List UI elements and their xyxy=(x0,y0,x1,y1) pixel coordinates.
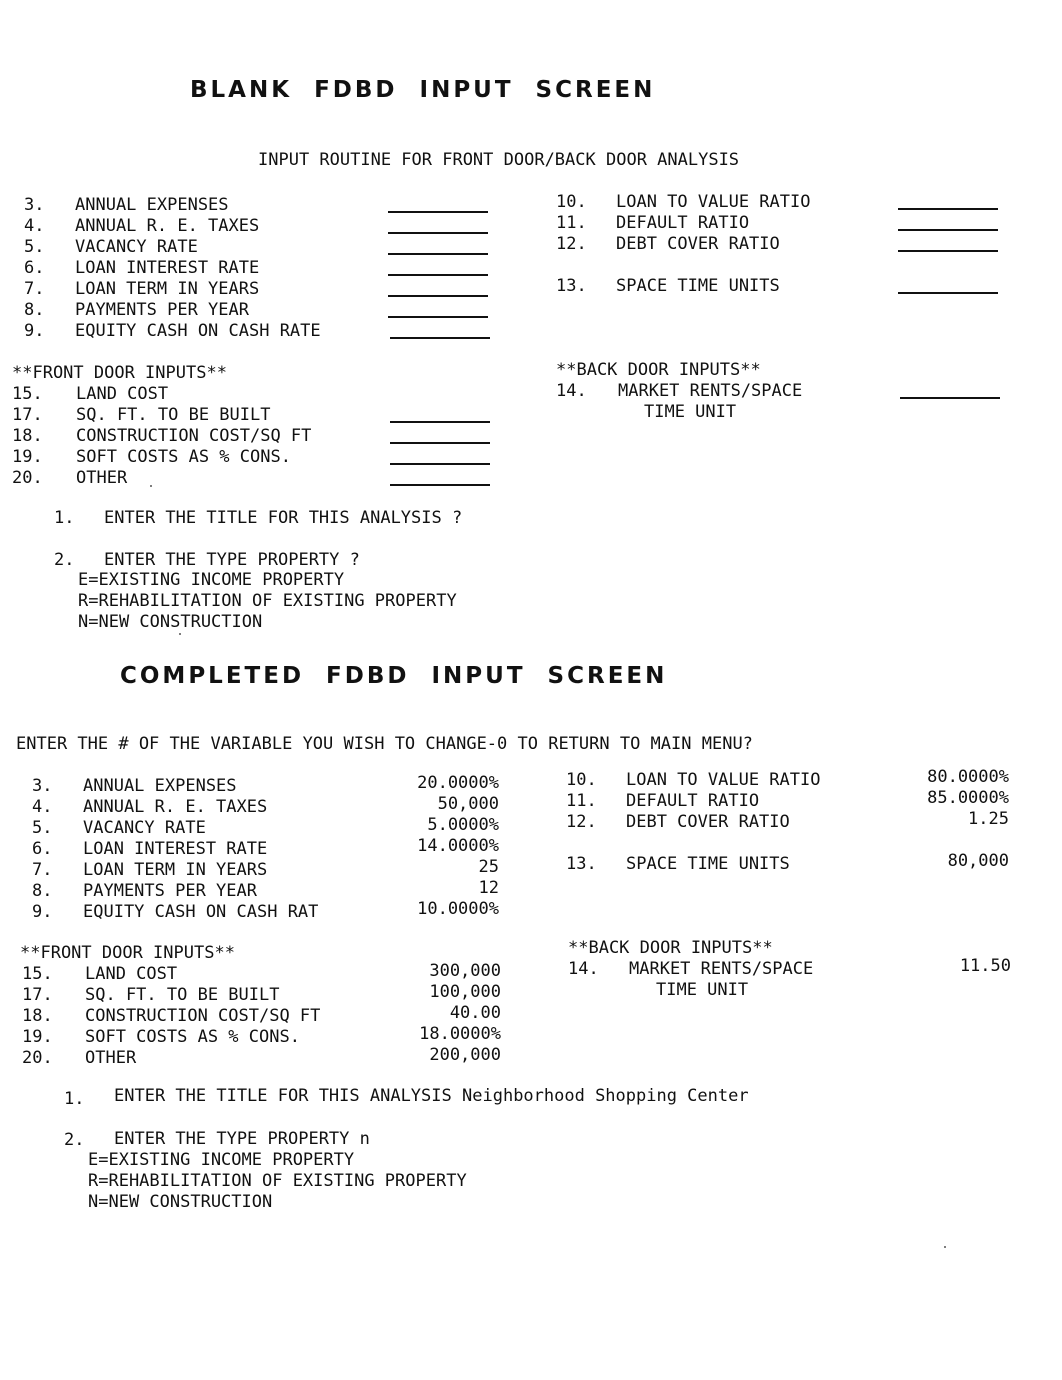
blank-input-field[interactable] xyxy=(390,410,490,423)
item-label: DEFAULT RATIO xyxy=(616,213,750,233)
item-label: MARKET RENTS/SPACE xyxy=(618,381,803,401)
item-label: EQUITY CASH ON CASH RAT xyxy=(83,902,319,922)
option-rehabilitation: R=REHABILITATION OF EXISTING PROPERTY xyxy=(78,591,457,611)
item-value: 11.50 xyxy=(959,956,1011,976)
item-label: DEFAULT RATIO xyxy=(626,791,760,811)
blank-input-field[interactable] xyxy=(388,284,488,297)
question-number: 1. xyxy=(64,1089,85,1109)
item-value: 20.0000% xyxy=(417,773,499,793)
item-value: 14.0000% xyxy=(417,836,499,856)
item-label: ANNUAL R. E. TAXES xyxy=(83,797,268,817)
option-rehabilitation: R=REHABILITATION OF EXISTING PROPERTY xyxy=(88,1171,467,1191)
item-label: VACANCY RATE xyxy=(75,237,198,257)
item-value: 10.0000% xyxy=(417,899,499,919)
blank-input-field[interactable] xyxy=(390,431,490,444)
scan-speck xyxy=(150,485,152,487)
option-existing: E=EXISTING INCOME PROPERTY xyxy=(88,1150,355,1170)
blank-screen-heading: BLANK FDBD INPUT SCREEN xyxy=(190,77,656,103)
option-new-construction: N=NEW CONSTRUCTION xyxy=(78,612,263,632)
item-label: DEBT COVER RATIO xyxy=(616,234,780,254)
blank-input-field[interactable] xyxy=(898,197,998,210)
item-label: OTHER xyxy=(85,1048,137,1068)
item-value: 18.0000% xyxy=(419,1024,501,1044)
item-label: ANNUAL EXPENSES xyxy=(75,195,229,215)
item-label: CONSTRUCTION COST/SQ FT xyxy=(76,426,312,446)
item-value: 200,000 xyxy=(429,1045,501,1065)
item-label: LOAN TERM IN YEARS xyxy=(75,279,260,299)
item-number: 9. xyxy=(32,902,53,922)
scan-speck xyxy=(179,633,181,635)
item-number: 19. xyxy=(12,447,43,467)
item-label: ANNUAL EXPENSES xyxy=(83,776,237,796)
blank-input-field[interactable] xyxy=(388,200,488,213)
blank-input-field[interactable] xyxy=(390,326,490,339)
item-label: LOAN TERM IN YEARS xyxy=(83,860,268,880)
item-value: 1.25 xyxy=(968,809,1009,829)
blank-input-field[interactable] xyxy=(388,263,488,276)
item-number: 9. xyxy=(24,321,45,341)
routine-title: INPUT ROUTINE FOR FRONT DOOR/BACK DOOR ANALYSIS xyxy=(258,150,740,170)
item-number: 20. xyxy=(22,1048,53,1068)
item-value: 40.00 xyxy=(449,1003,501,1023)
blank-input-field[interactable] xyxy=(388,242,488,255)
option-existing: E=EXISTING INCOME PROPERTY xyxy=(78,570,345,590)
item-number: 5. xyxy=(24,237,45,257)
scan-speck xyxy=(944,1246,946,1248)
item-number: 10. xyxy=(566,770,597,790)
question-number: 1. xyxy=(54,508,75,528)
item-number: 11. xyxy=(556,213,587,233)
item-label: PAYMENTS PER YEAR xyxy=(75,300,249,320)
item-number: 5. xyxy=(32,818,53,838)
property-type-question: ENTER THE TYPE PROPERTY ? xyxy=(104,550,360,570)
blank-input-field[interactable] xyxy=(898,281,998,294)
back-door-header: **BACK DOOR INPUTS** xyxy=(556,360,761,380)
item-number: 19. xyxy=(22,1027,53,1047)
blank-input-field[interactable] xyxy=(900,386,1000,399)
item-number: 6. xyxy=(24,258,45,278)
item-number: 3. xyxy=(32,776,53,796)
question-number: 2. xyxy=(54,550,75,570)
item-label-continued: TIME UNIT xyxy=(656,980,749,1000)
completed-screen-heading: COMPLETED FDBD INPUT SCREEN xyxy=(120,663,668,689)
item-label: LOAN TO VALUE RATIO xyxy=(616,192,811,212)
title-question-text: ENTER THE TITLE FOR THIS ANALYSIS xyxy=(114,1086,452,1106)
item-value: 85.0000% xyxy=(927,788,1009,808)
blank-input-field[interactable] xyxy=(388,305,488,318)
title-question: ENTER THE TITLE FOR THIS ANALYSIS ? xyxy=(104,508,463,528)
title-question xyxy=(114,1086,749,1107)
item-number: 17. xyxy=(12,405,43,425)
item-value: 25 xyxy=(478,857,499,877)
item-value: 12 xyxy=(478,878,499,898)
item-number: 10. xyxy=(556,192,587,212)
item-value: 80,000 xyxy=(947,851,1009,871)
item-label: LAND COST xyxy=(85,964,178,984)
item-number: 18. xyxy=(12,426,43,446)
item-number: 18. xyxy=(22,1006,53,1026)
item-number: 7. xyxy=(24,279,45,299)
item-label: SQ. FT. TO BE BUILT xyxy=(76,405,271,425)
item-number: 3. xyxy=(24,195,45,215)
property-type-question-text: ENTER THE TYPE PROPERTY xyxy=(114,1129,350,1149)
item-number: 17. xyxy=(22,985,53,1005)
option-new-construction: N=NEW CONSTRUCTION xyxy=(88,1192,273,1212)
item-label: LAND COST xyxy=(76,384,169,404)
item-value: 50,000 xyxy=(437,794,499,814)
item-number: 12. xyxy=(556,234,587,254)
item-label: LOAN TO VALUE RATIO xyxy=(626,770,821,790)
item-number: 6. xyxy=(32,839,53,859)
item-number: 20. xyxy=(12,468,43,488)
item-number: 4. xyxy=(24,216,45,236)
item-label: SPACE TIME UNITS xyxy=(626,854,790,874)
item-number: 8. xyxy=(32,881,53,901)
item-number: 8. xyxy=(24,300,45,320)
item-label-continued: TIME UNIT xyxy=(644,402,737,422)
item-label: MARKET RENTS/SPACE xyxy=(629,959,814,979)
blank-input-field[interactable] xyxy=(898,239,998,252)
item-value: 100,000 xyxy=(429,982,501,1002)
item-number: 13. xyxy=(556,276,587,296)
front-door-header: **FRONT DOOR INPUTS** xyxy=(20,943,235,963)
blank-input-field[interactable] xyxy=(898,218,998,231)
item-label: ANNUAL R. E. TAXES xyxy=(75,216,260,236)
item-number: 14. xyxy=(556,381,587,401)
item-label: SPACE TIME UNITS xyxy=(616,276,780,296)
item-label: SOFT COSTS AS % CONS. xyxy=(85,1027,300,1047)
item-number: 4. xyxy=(32,797,53,817)
item-label: VACANCY RATE xyxy=(83,818,206,838)
question-number: 2. xyxy=(64,1130,85,1150)
property-type-answer[interactable]: n xyxy=(359,1129,370,1149)
item-number: 12. xyxy=(566,812,597,832)
item-label: EQUITY CASH ON CASH RATE xyxy=(75,321,321,341)
item-label: CONSTRUCTION COST/SQ FT xyxy=(85,1006,321,1026)
blank-input-field[interactable] xyxy=(390,473,490,486)
property-type-question xyxy=(114,1129,370,1150)
item-label: LOAN INTEREST RATE xyxy=(75,258,260,278)
item-value: 5.0000% xyxy=(427,815,499,835)
item-number: 7. xyxy=(32,860,53,880)
item-value: 80.0000% xyxy=(927,767,1009,787)
item-label: DEBT COVER RATIO xyxy=(626,812,790,832)
item-number: 11. xyxy=(566,791,597,811)
item-label: SOFT COSTS AS % CONS. xyxy=(76,447,291,467)
item-number: 15. xyxy=(12,384,43,404)
item-label: OTHER xyxy=(76,468,128,488)
item-label: LOAN INTEREST RATE xyxy=(83,839,268,859)
title-answer[interactable]: Neighborhood Shopping Center xyxy=(462,1086,749,1106)
front-door-header: **FRONT DOOR INPUTS** xyxy=(12,363,227,383)
item-label: PAYMENTS PER YEAR xyxy=(83,881,257,901)
item-label: SQ. FT. TO BE BUILT xyxy=(85,985,280,1005)
item-number: 13. xyxy=(566,854,597,874)
blank-input-field[interactable] xyxy=(390,452,490,465)
item-value: 300,000 xyxy=(429,961,501,981)
back-door-header: **BACK DOOR INPUTS** xyxy=(568,938,773,958)
item-number: 14. xyxy=(568,959,599,979)
item-number: 15. xyxy=(22,964,53,984)
change-variable-prompt: ENTER THE # OF THE VARIABLE YOU WISH TO CHANGE-0 TO RETURN TO MAIN MENU? xyxy=(16,734,753,754)
blank-input-field[interactable] xyxy=(388,221,488,234)
